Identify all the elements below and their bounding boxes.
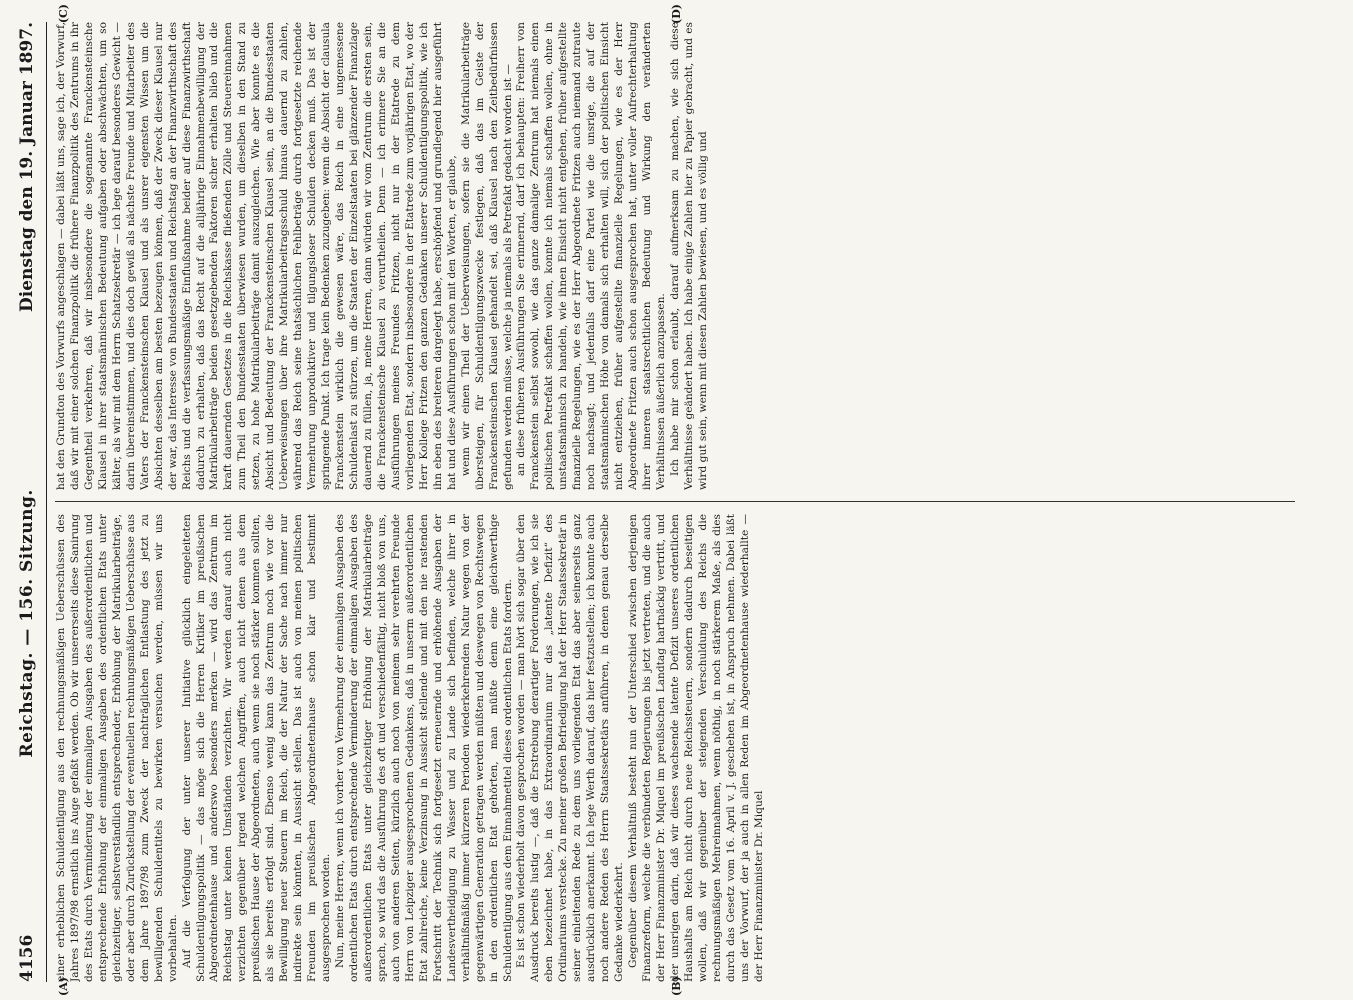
margin-marker-a: (A) [57,977,70,996]
quoted-paragraph: wenn wir einen Theil der Ueberweisungen, sofern sie die Matrikularbeiträge übersteigen, für Schuldentilgungszwecke festlegen, daß das im Geiste der Franckensteinschen Klausel gehandelt sei, daß Klausel nach den Zeitbedürfnissen gefunden werden müsse, welche ja niemals als Petrefakt gedacht worden ist — [459,22,514,490]
page-header [12,22,47,982]
session-date: Dienstag den 19. Januar 1897. [17,22,37,312]
paragraph: einer erheblichen Schuldentilgung aus den rechnungsmäßigen Ueberschüssen des Jahres 1897/98 ernstlich ins Auge gefaßt werden. Ob wir unsererseits diese Sanirung des Etats durch Verminderung der einmaligen Ausgaben des außerordentlichen und entsprechende Erhöhung der einmaligen Ausgaben des ordentlichen Etats unter gleichzeitiger, selbstverständlich entsprechender, Erhöhung der Matrikularbeiträge, oder aber durch Zurückstellung der eventuellen rechnungsmäßigen Ueberschüsse aus dem Jahre 1897/98 zum Zweck der nachträglichen Entlastung des jetzt zu bewilligenden Schuldentitels zu bewirken versuchen werden, müssen wir uns vorbehalten. [55,514,179,982]
session-title: Reichstag. — 156. Sitzung. [17,489,37,758]
paragraph: Nun, meine Herren, wenn ich vorher von Vermehrung der einmaligen Ausgaben des ordentlichen Etats durch entsprechende Verminderung der einmaligen Ausgaben des außerordentlichen Etats unter gleichzeitiger Erhöhung der Matrikularbeiträge sprach, so wird das die Ausführung des oft und verschiedenfältig, nicht bloß von uns, auch von anderen Seiten, kürzlich auch noch von meinem sehr verehrten Freunde Herrn von Leipziger ausgesprochenen Gedankens, daß in unserm außerordentlichen Etat zahlreiche, keine Verzinsung in Aussicht stellende und mit den nie rastenden Fortschritt der Technik sich fortgesetzt erneuernde und erhöhende Ausgaben der Landesvertheidigung zu Wasser und zu Lande sich befinden, welche ihrer in verhältnißmäßig immer kürzeren Perioden wiederkehrenden Natur wegen von der gegenwärtigen Generation getragen werden müßten und deswegen von Rechtswegen in den ordentlichen Etat gehörten, man müßte denn eine gleichwerthige Schuldentilgung aus dem Einnahmetitel dieses ordentlichen Etats fordern. [334,514,514,982]
paragraph: Gegenüber diesem Verhältniß besteht nun der Unterschied zwischen derjenigen Finanzreform, welche die verbündeten Regierungen bis jetzt vertreten, und die auch der Herr Finanzminister Dr. Miquel im preußischen Landtag hartnäckig vertritt, und der unsrigen darin, daß wir dieses wachsende latente Defizit unseres ordentlichen Haushalts am Reich nicht durch neue Reichssteuern, sondern dadurch beseitigen wollen, daß wir gegenüber der steigenden Verschuldung des Reichs die rechnungsmäßigen Mehreinnahmen, wenn nöthig, in noch stärkerem Maße, als dies durch das Gesetz vom 16. April v. J. geschehen ist, in Anspruch nehmen. Dabei läßt uns der Vorwurf, der ja auch in allen Reden im Abgeordnetenhause wiederhallte — der Herr Finanzminister Dr. Miquel [627,514,765,982]
paragraph: Auf die Verfolgung der unter unserer Initiative glücklich eingeleiteten Schuldentilgungspolitik — das möge sich die Herren Kritiker im preußischen Abgeordnetenhause und anderswo besonders merken — wird das Zentrum im Reichstag unter keinen Umständen verzichten. Wir werden darauf auch nicht verzichten gegenüber irgend welchen Angriffen, auch nicht denen aus dem preußischen Hause der Abgeordneten, auch wenn sie noch stärker kommen sollten, als sie bereits erfolgt sind. Ebenso wenig kann das Zentrum noch wie vor die Bewilligung neuer Steuern im Reich, die der Natur der Sache nach immer nur indirekte sein könnten, in Aussicht stellen. Das ist auch von meinen politischen Freunden im preußischen Abgeordnetenhause schon klar und bestimmt ausgesprochen worden. [180,514,333,982]
paragraph: an diese früheren Ausführungen Sie erinnernd, darf ich behaupten: Freiherr von Franckenstein selbst sowohl, wie das ganze damalige Zentrum hat niemals einen politischen Petrefakt schaffen wollen, konnte ich niemals schaffen wollen, ohne in unstaatsmännisch zu handeln, wie ihnen Einsicht nicht entgehen, früher aufgestellte finanzielle Regelungen, wie es der Herr Abgeordnete Fritzen auch niemand zutraute noch nachsagt; und jedenfalls darf eine Partei wie die unsrige, die auf der staatsmännischen Höhe von damals sich erhalten will, sich der politischen Einsicht nicht entziehen, früher aufgestellte finanzielle Regelungen, wie es der Herr Abgeordnete Fritzen auch schon ausgesprochen hat, unter voller Aufrechterhaltung ihrer inneren staatsrechtlichen Bedeutung und Wirkung den veränderten Verhältnissen äußerlich anzupassen. [515,22,667,490]
paragraph: Ich habe mir schon erlaubt, darauf aufmerksam zu machen, wie sich diese Verhältnisse geändert haben. Ich habe einige Zahlen hier zu Papier gebracht, und es wird gut sein, wenn mit diesen Zahlen bewiesen, und es völlig und [668,22,709,490]
text-columns [55,4,1295,996]
left-column [55,514,1295,982]
margin-marker-c: (C) [57,4,70,24]
page-number: 4156 [17,934,37,982]
margin-marker-b: (B) [670,976,683,996]
paragraph: hat den Grundton des Vorwurfs angeschlagen — dabei läßt uns, sage ich, der Vorwurf, daß wir mit einer solchen Finanzpolitik die frühere Finanzpolitik des Zentrums in ihr Gegentheil verkehren, daß wir insbesondere die sogenannte Franckensteinsche Klausel in ihrer staatsmännischen Bedeutung aufgaben oder abschwächten, um so kälter, als wir mit dem Herrn Schatzsekretär — ich lege darauf besonderes Gewicht — darin übereinstimmen, und dies doch gewiß als nächste Freunde und Mitarbeiter des Vaters der Franckensteinschen Klausel und als unsrer eigensten Wissen um die Absichten desselben am besten bezeugen können, daß der Zweck dieser Klausel nur der war, das Interesse von Bundesstaaten und Reichstag an der Finanzwirthschaft des Reichs und die verfassungsmäßige Einflußnahme beider auf diese Finanzwirthschaft dadurch zu erhalten, daß das Recht auf die alljährige Einnahmenbewilligung der Matrikularbeiträge beiden gesetzgebenden Faktoren sicher erhalten blieb und die kraft dauernden Gesetzes in die Reichskasse fließenden Zölle und Steuereinnahmen zum Theil den Bundesstaaten überwiesen wurden, um dieselben in den Stand zu setzen, zu hohe Matrikularbeiträge damit auszugleichen. Wie aber konnte es die Absicht und Bedeutung der Franckensteinschen Klausel sein, an die Bundesstaaten Ueberweisungen über ihre Matrikularbeitragsschuld hinaus dauernd zu zahlen, während das Reich seine thatsächlichen Fehlbeträge durch fortgesetzte reichende Vermehrung unproduktiver und tilgungsloser Schulden decken muß. Das ist der springende Punkt. Ich trage kein Bedenken zuzugeben: wenn die Absicht der clausula Franckenstein wirklich die gewesen wäre, das Reich in eine ungemessene Schuldenlast zu stürzen, um die Staaten der Einzelstaaten bei glänzender Finanzlage dauernd zu füllen, ja, meine Herren, dann würden wir vom Zentrum die ersten sein, die Franckensteinsche Klausel zu verurtheilen. Denn — ich erinnere Sie an die Ausführungen meines Freundes Fritzen, nicht nur in der Etatrede zu dem vorliegenden Etat, sondern insbesondere in der Etatrede zum vorjährigen Etat, wo der Herr Kollege Fritzen den ganzen Gedanken unserer Schuldentilgungspolitik, wie ich ihn eben des breiteren dargelegt habe, erschöpfend und grundlegend hier ausgeführt hat und diese Ausführungen schon mit den Worten, er glaube, [55,22,458,490]
paragraph: Es ist schon wiederholt davon gesprochen worden — man hört sich sogar über den Ausdruck bereits lustig —, daß die Erstrebung derartiger Forderungen, wie ich sie eben bezeichnet habe, in das Extraordinarium nur das „latente Defizit“ des Ordinariums verstecke. Zu meiner großen Befriedigung hat der Herr Staatssekretär in seiner einleitenden Rede zu dem uns vorliegenden Etat das aber seinerseits ganz ausdrücklich anerkannt. Ich lege Werth darauf, das hier festzustellen; ich konnte auch noch andere Reden des Herrn Staatssekretärs anführen, in denen genau derselbe Gedanke wiederkehrt. [515,514,626,982]
right-column [55,22,1295,490]
column-divider [55,501,1295,502]
margin-marker-d: (D) [670,4,683,24]
